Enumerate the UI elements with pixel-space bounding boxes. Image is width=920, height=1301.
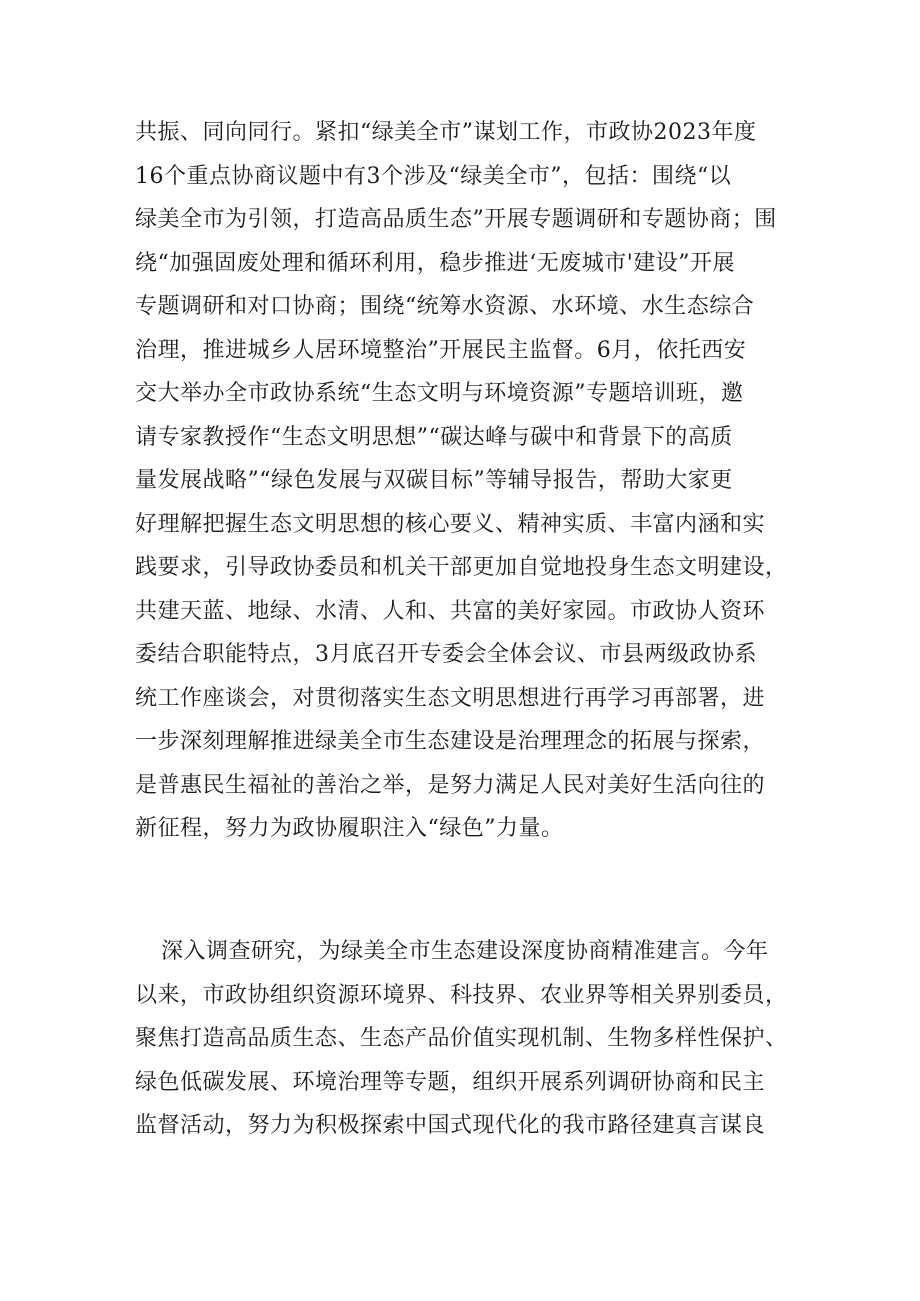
text-line: 是普惠民生福祉的善治之举，是努力满足人民对美好生活向往的 (135, 772, 766, 798)
text-line: 共建天蓝、地绿、水清、人和、共富的美好家园。市政协人资环 (135, 598, 766, 624)
text-line: 治理，推进城乡人居环境整治”开展民主监督。6月，依托西安 (135, 337, 747, 363)
paragraph-2 (135, 930, 795, 1148)
text-line: 专题调研和对口协商；围绕“统筹水资源、水环境、水生态综合 (135, 294, 755, 319)
text-line: 以来，市政协组织资源环境界、科技界、农业界等相关界别委员， (135, 982, 788, 1008)
text-line: 好理解把握生态文明思想的核心要义、精神实质、丰富内涵和实 (135, 511, 766, 537)
paragraph-1 (135, 111, 795, 851)
text-line: 绿美全市为引领，打造高品质生态”开展专题调研和专题协商；围 (135, 207, 777, 232)
text-line: 聚焦打造高品质生态、生态产品价值实现机制、生物多样性保护、 (135, 1026, 788, 1051)
text-line: 践要求，引导政协委员和机关干部更加自觉地投身生态文明建设， (135, 555, 788, 580)
text-line: 一步深刻理解推进绿美全市生态建设是治理理念的拓展与探索， (135, 729, 766, 754)
text-line: 量发展战略”“绿色发展与双碳目标”等辅导报告，帮助大家更 (135, 468, 733, 493)
text-line: 交大举办全市政协系统“生态文明与环境资源”专题培训班，邀 (135, 381, 744, 406)
text-line: 深入调查研究，为绿美全市生态建设深度协商精准建言。今年 (161, 939, 769, 964)
text-line: 统工作座谈会，对贯彻落实生态文明思想进行再学习再部署，进 (135, 685, 766, 711)
text-line: 委结合职能特点，3月底召开专委会全体会议、市县两级政协系 (135, 642, 757, 667)
text-line: 绕“加强固废处理和循环利用，稳步推进‘无废城市'建设”开展 (135, 250, 736, 276)
text-line: 监督活动，努力为积极探索中国式现代化的我市路径建真言谋良 (135, 1113, 766, 1138)
text-line: 共振、同向同行。紧扣“绿美全市”谋划工作，市政协2023年度 (135, 120, 757, 145)
text-line: 绿色低碳发展、环境治理等专题，组织开展系列调研协商和民主 (135, 1069, 766, 1095)
text-line: 请专家教授作“生态文明思想”“碳达峰与碳中和背景下的高质 (135, 424, 733, 450)
text-line: 新征程，努力为政协履职注入“绿色”力量。 (135, 816, 564, 841)
text-line: 16个重点协商议题中有3个涉及“绿美全市”，包括：围绕“以 (135, 163, 732, 189)
